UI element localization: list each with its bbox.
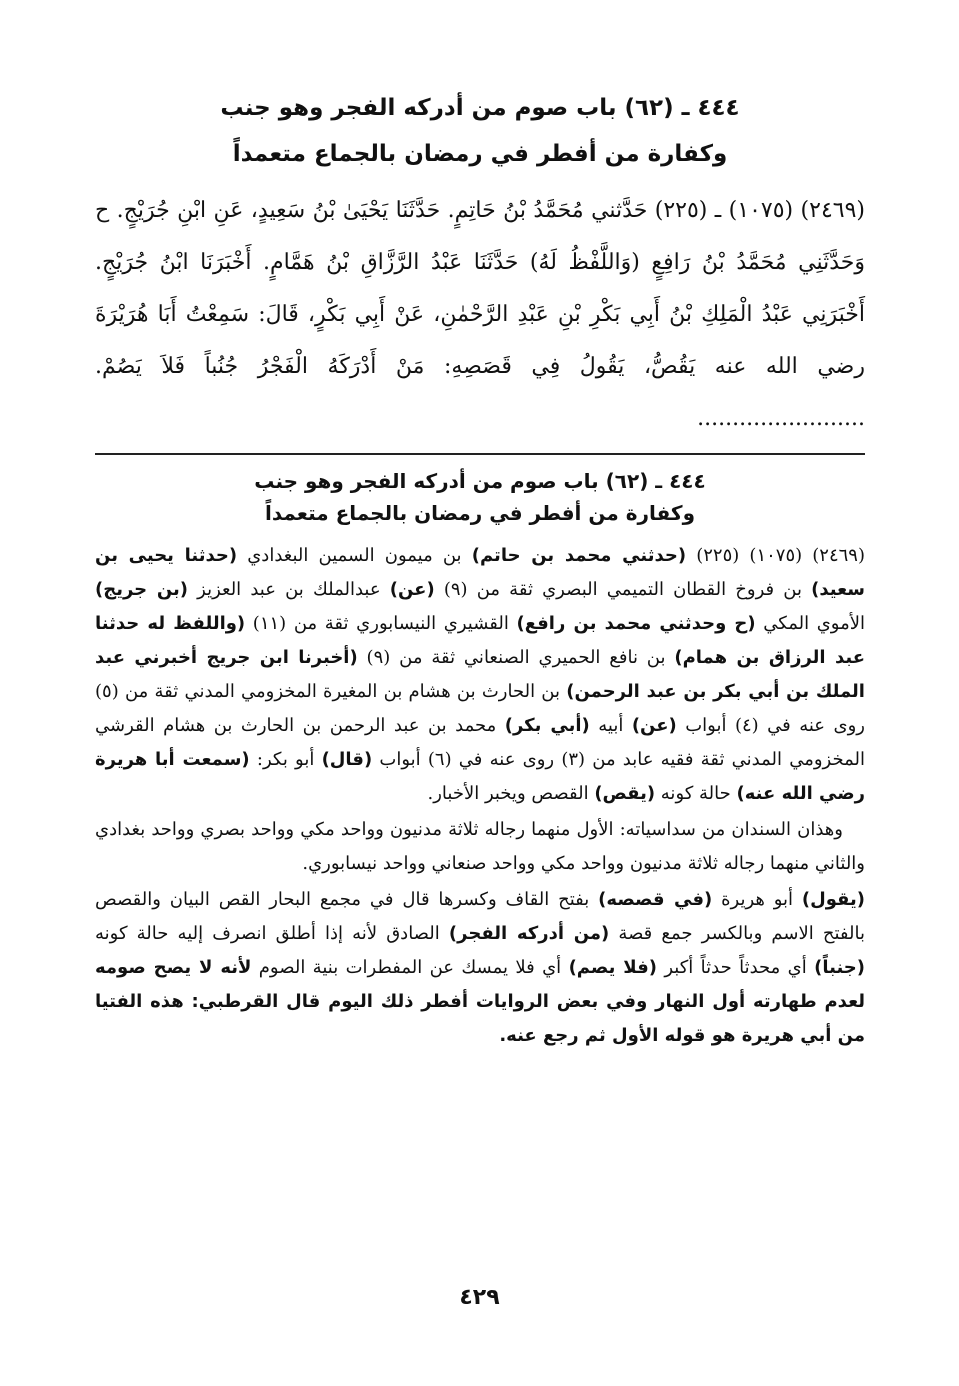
commentary [95,539,865,1053]
text-run: أي محدثاً حدثاً أكبر [657,957,815,978]
text-run: الأموي المكي [755,613,865,634]
text-run: (حدثنا يحيى بن سعيد) [95,545,865,600]
text-run: (يقص) [594,783,656,804]
text-run: (سمعت أبا هريرة رضي الله عنه) [95,749,865,804]
text-run: القصص ويخبر الأخبار. [427,783,595,804]
text-run: (في قصصه) [598,889,713,910]
text-run: بن ميمون السمين البغدادي [237,545,472,566]
text-run: القشيري النيسابوري ثقة من (١١) [245,613,517,634]
text-run: محمد بن عبد الرحمن بن الحارث بن هشام القرشي المخزومي المدني ثقة فقيه عابد من (٣) روى عنه في (٦) أبواب [95,715,865,770]
text-run: بن الحارث بن هشام بن المغيرة المخزومي المدني ثقة من (٥) روى عنه في (٤) أبواب [95,681,865,736]
text-run: بفتح القاف وكسرها قال في مجمع البحار القص البيان والقصص بالفتح الاسم وبالكسر جمع قصة [95,889,865,944]
page-number: ٤٢٩ [459,1285,500,1310]
text-run: (واللفظ له حدثنا عبد الرزاق بن همام) [95,613,865,668]
commentary-title-line-2: وكفارة من أفطر في رمضان بالجماع متعمداً [264,501,695,525]
text-run: أبو بكر: [249,749,322,770]
commentary-paragraph-isnad [95,539,865,811]
commentary-title-line-1: ٤٤٤ ـ (٦٢) باب صوم من أدركه الفجر وهو جنب [254,469,706,493]
text-run: وهذان السندان من سداسياته: الأول منهما رجاله ثلاثة مدنيون وواحد مكي وواحد بصري وواحد بغدادي والثاني منهما رجاله ثلاثة مدنيون وواحد مكي وواحد صنعاني وواحد نيسابوري. [95,819,865,874]
text-run: بن فروخ القطان التميمي البصري ثقة من (٩) [434,579,812,600]
text-run: لأنه لا يصح صومه لعدم طهارته أول النهار وفي بعض الروايات أفطر ذلك اليوم قال القرطبي: هذه الفتيا من أبي هريرة هو قوله الأول ثم رجع عنه. [95,957,865,1046]
text-run: الصادق لأنه إذا أطلق انصرف إليه حالة كونه [95,923,449,944]
text-run: (ح وحدثني محمد بن رافع) [516,613,756,634]
text-run: (٢٤٦٩) (١٠٧٥) (٢٢٥) [686,545,865,566]
text-run: (من أدركه الفجر) [448,923,610,944]
text-run: (حدثني محمد بن حاتم) [471,545,687,566]
commentary-paragraph-sanad-note [95,813,865,881]
text-run: (جنباً) [814,957,866,978]
hadith-text: (٢٤٦٩) (١٠٧٥) ـ (٢٢٥) حَدَّثني مُحَمَّدُ بْنُ حَاتِمٍ. حَدَّثَنَا يَحْيَىٰ بْنُ سَعِيدٍ، عَنِ ابْنِ جُرَيْجٍ. ح وَحَدَّثَنِي مُحَمَّدُ بْنُ رَافِعٍ (وَاللَّفْظُ لَهُ) حَدَّثَنَا عَبْدُ الرَّزَّاقِ بْنُ هَمَّامٍ. أَخْبَرَنَا ابْنُ جُرَيْجٍ. أَخْبَرَنِي عَبْدُ الْمَلِكِ بْنُ أَبِي بَكْرِ بْنِ عَبْدِ الرَّحْمٰنِ، عَنْ أَبِي بَكْرٍ، قَالَ: سَمِعْتُ أَبَا هُرَيْرَةَ رضي الله عنه يَقُصُّ، يَقُولُ فِي قَصَصِهِ: مَنْ أَدْرَكَهُ الْفَجْرُ جُنُباً فَلاَ يَصُمْ. ........................ [95,198,865,431]
text-run: (يقول) [801,889,865,910]
text-run: بن نافع الحميري الصنعاني ثقة من (٩) [357,647,675,668]
text-run: (عن) [631,715,677,736]
section-divider [95,453,865,455]
text-run: (بن جريج) [95,579,188,600]
commentary-paragraph-explanation [95,883,865,1053]
text-run: (قال) [321,749,373,770]
page-content [95,85,865,1055]
text-run: أبيه [589,715,632,736]
text-run: (عن) [389,579,435,600]
text-run: (أخبرنا ابن جريج أخبرني عبد الملك بن أبي بكر بن عبد الرحمن) [95,647,865,702]
text-run: أي فلا يمسك عن المفطرات بنية الصوم [251,957,569,978]
text-run: عبدالملك بن عبد العزيز [188,579,390,600]
text-run: (أبي بكر) [504,715,590,736]
chapter-title-line-2: وكفارة من أفطر في رمضان بالجماع متعمداً [232,141,728,167]
chapter-title-line-1: ٤٤٤ ـ (٦٢) باب صوم من أدركه الفجر وهو جنب [220,95,740,121]
text-run: أبو هريرة [712,889,802,910]
text-run: (فلا يصم) [568,957,657,978]
text-run: حالة كونه [655,783,737,804]
